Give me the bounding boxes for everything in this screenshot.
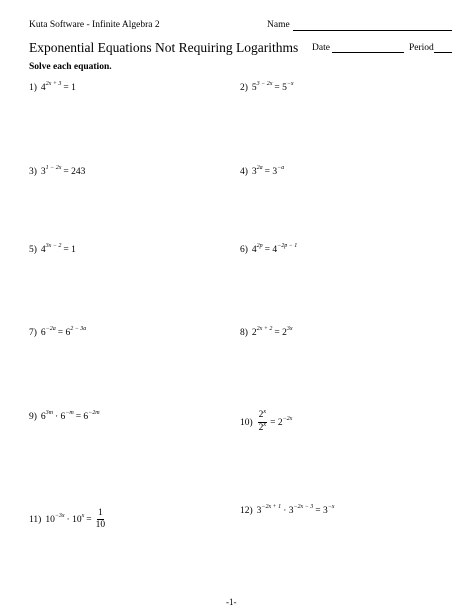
fraction bbox=[258, 410, 267, 435]
date-label: Date bbox=[312, 43, 330, 53]
problem-10 bbox=[240, 410, 292, 435]
problem-3 bbox=[29, 166, 85, 178]
right-exponent: −2p − 1 bbox=[277, 243, 298, 249]
exponent: −3x bbox=[54, 512, 65, 519]
right-side: = 243 bbox=[63, 167, 86, 177]
right-exponent: −x bbox=[286, 81, 294, 87]
numerator-base: 2 bbox=[258, 410, 264, 420]
right-exponent: −x bbox=[327, 504, 335, 510]
base: 6 bbox=[40, 328, 46, 338]
problem-number: 8) bbox=[240, 328, 248, 338]
exponent: 3 − 2x bbox=[256, 81, 273, 87]
base: 4 bbox=[251, 245, 257, 255]
right-base: = 6 bbox=[75, 412, 89, 422]
problem-number: 9) bbox=[29, 412, 37, 422]
second-exponent: −m bbox=[65, 410, 74, 416]
problem-4 bbox=[240, 166, 284, 178]
exponent: 2x + 3 bbox=[45, 81, 62, 87]
denominator: 10 bbox=[95, 520, 106, 530]
right-exponent: −2x bbox=[282, 415, 293, 422]
problem-5 bbox=[29, 244, 76, 256]
second-base: · 10 bbox=[66, 514, 82, 525]
period-label: Period bbox=[409, 43, 434, 53]
problem-number: 11) bbox=[29, 514, 42, 525]
problem-number: 12) bbox=[240, 506, 253, 516]
exponent: 2x + 2 bbox=[256, 326, 273, 332]
right-exponent: −a bbox=[277, 165, 285, 171]
right-base: = 6 bbox=[57, 328, 71, 338]
exponent: −2x + 1 bbox=[261, 504, 282, 510]
base: 4 bbox=[40, 83, 46, 93]
base: 10 bbox=[45, 514, 55, 525]
problem-number: 3) bbox=[29, 167, 37, 177]
worksheet-title: Exponential Equations Not Requiring Logarithms bbox=[29, 40, 299, 55]
base: 3 bbox=[251, 167, 257, 177]
denominator-exponent: x bbox=[263, 422, 267, 428]
problem-2 bbox=[240, 82, 294, 94]
exponent: 3m bbox=[45, 410, 54, 416]
base: 2 bbox=[251, 328, 257, 338]
base: 3 bbox=[256, 506, 262, 516]
name-label: Name bbox=[267, 20, 290, 30]
right-side: = 1 bbox=[63, 83, 76, 93]
right-exponent: 2 − 3a bbox=[70, 326, 87, 332]
right-side: = 1 bbox=[63, 245, 76, 255]
base: 4 bbox=[40, 245, 46, 255]
numerator: 1 bbox=[97, 508, 103, 518]
name-field[interactable] bbox=[293, 30, 452, 31]
page-number: -1- bbox=[226, 597, 237, 607]
right-exponent: −2m bbox=[88, 410, 100, 416]
period-field[interactable] bbox=[434, 52, 452, 53]
right-exponent: 3x bbox=[286, 326, 293, 332]
problem-number: 4) bbox=[240, 167, 248, 177]
problem-7 bbox=[29, 327, 86, 339]
software-name: Kuta Software - Infinite Algebra 2 bbox=[29, 20, 160, 30]
second-base: · 6 bbox=[55, 412, 66, 422]
instructions: Solve each equation. bbox=[29, 62, 112, 72]
right-base: = 2 bbox=[270, 417, 283, 428]
problem-number: 1) bbox=[29, 83, 37, 93]
exponent: 1 − 2x bbox=[45, 165, 62, 171]
problem-11 bbox=[29, 508, 107, 531]
problem-6 bbox=[240, 244, 297, 256]
exponent: 2p bbox=[256, 243, 263, 249]
problem-number: 6) bbox=[240, 245, 248, 255]
date-field[interactable] bbox=[332, 52, 404, 53]
denominator-base: 2 bbox=[258, 423, 264, 433]
problem-number: 10) bbox=[240, 417, 253, 428]
exponent: 2a bbox=[256, 165, 263, 171]
fraction bbox=[95, 508, 107, 531]
base: 5 bbox=[251, 83, 257, 93]
second-exponent: x bbox=[81, 512, 85, 519]
problem-8 bbox=[240, 327, 293, 339]
problem-number: 7) bbox=[29, 328, 37, 338]
right-base: = 3 bbox=[315, 506, 328, 516]
numerator-exponent: x bbox=[263, 409, 267, 415]
exponent: −2a bbox=[45, 326, 56, 332]
problem-1 bbox=[29, 82, 76, 94]
base: 6 bbox=[40, 412, 46, 422]
right-base: = 3 bbox=[264, 167, 278, 177]
second-exponent: −2x − 3 bbox=[293, 504, 314, 510]
equals-sign: = bbox=[86, 514, 92, 525]
base: 3 bbox=[40, 167, 46, 177]
problem-12 bbox=[240, 505, 334, 517]
second-base: · 3 bbox=[283, 506, 294, 516]
problem-number: 5) bbox=[29, 245, 37, 255]
right-base: = 2 bbox=[274, 328, 287, 338]
exponent: 3x − 2 bbox=[45, 243, 62, 249]
problem-number: 2) bbox=[240, 83, 248, 93]
right-base: = 4 bbox=[264, 245, 278, 255]
right-base: = 5 bbox=[274, 83, 287, 93]
problem-9 bbox=[29, 411, 100, 423]
